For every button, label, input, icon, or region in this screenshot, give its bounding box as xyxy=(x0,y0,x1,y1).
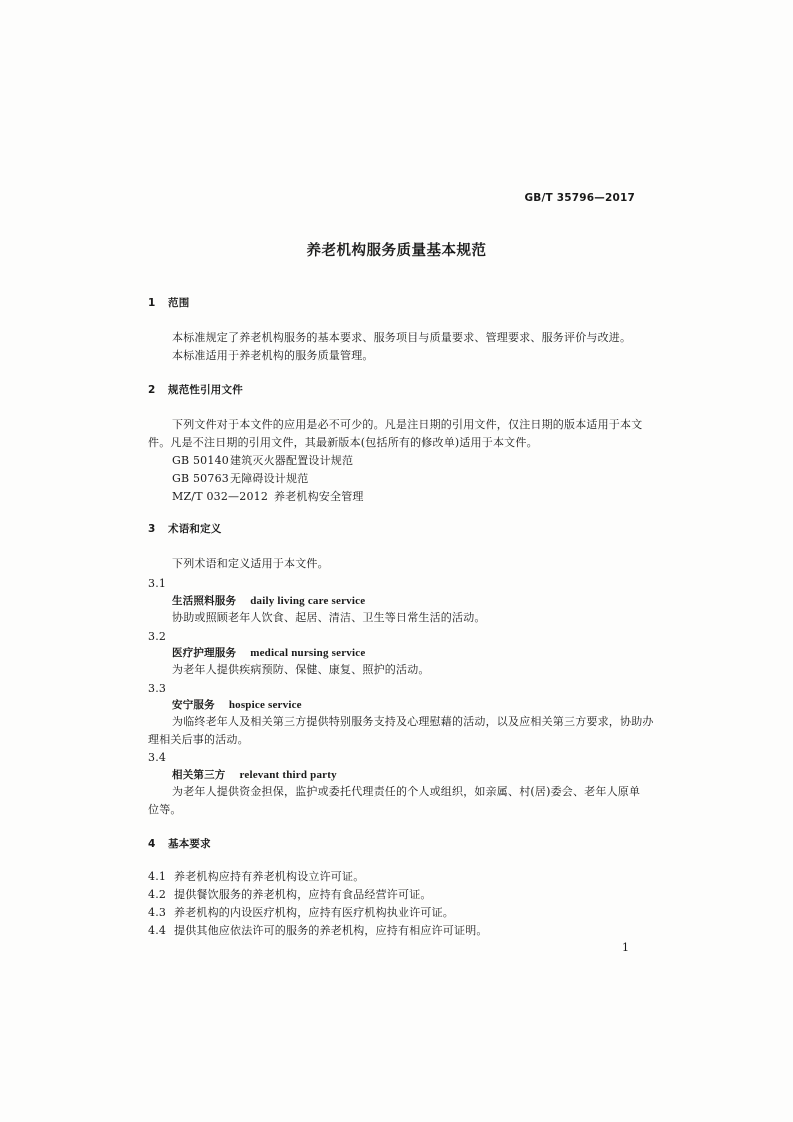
section-heading-1: 1 范围 xyxy=(148,297,190,309)
reference-item: MZ/T 032—2012 养老机构安全管理 xyxy=(172,490,364,503)
document-title: 养老机构服务质量基本规范 xyxy=(306,243,487,259)
term-number: 3.4 xyxy=(148,751,167,764)
term-number: 3.3 xyxy=(148,682,167,695)
term-number: 3.2 xyxy=(148,630,167,643)
term-definition: 为老年人提供疾病预防、保健、康复、照护的活动。 xyxy=(172,663,430,676)
term-definition: 协助或照顾老年人饮食、起居、清洁、卫生等日常生活的活动。 xyxy=(172,611,486,624)
term-heading: 医疗护理服务 medical nursing service xyxy=(172,647,366,659)
section-2-paragraph-line-1: 下列文件对于本文件的应用是必不可少的。凡是注日期的引用文件，仅注日期的版本适用于本文 xyxy=(172,418,643,431)
list-item: 4.3 养老机构的内设医疗机构，应持有医疗机构执业许可证。 xyxy=(148,906,454,919)
section-2-paragraph-line-2: 件。凡是不注日期的引用文件，其最新版本(包括所有的修改单)适用于本文件。 xyxy=(148,436,538,449)
section-heading-2: 2 规范性引用文件 xyxy=(148,384,243,396)
term-definition-line-2: 位等。 xyxy=(148,803,182,816)
section-1-paragraph-2: 本标准适用于养老机构的服务质量管理。 xyxy=(172,349,374,362)
term-definition-line-2: 理相关后事的活动。 xyxy=(148,733,249,746)
term-definition-line-1: 为临终老年人及相关第三方提供特别服务支持及心理慰藉的活动，以及应相关第三方要求，协助办 xyxy=(172,715,654,728)
standard-code: GB/T 35796—2017 xyxy=(524,192,635,204)
reference-item: GB 50140建筑灭火器配置设计规范 xyxy=(172,454,354,467)
list-item: 4.4 提供其他应依法许可的服务的养老机构，应持有相应许可证明。 xyxy=(148,924,488,937)
term-definition-line-1: 为老年人提供资金担保，监护或委托代理责任的个人或组织，如亲属、村(居)委会、老年人原单 xyxy=(172,785,641,798)
section-1-paragraph-1: 本标准规定了养老机构服务的基本要求、服务项目与质量要求、管理要求、服务评价与改进。 xyxy=(172,331,632,344)
section-heading-3: 3 术语和定义 xyxy=(148,523,222,535)
term-number: 3.1 xyxy=(148,577,167,590)
section-3-intro: 下列术语和定义适用于本文件。 xyxy=(172,557,329,570)
list-item: 4.1 养老机构应持有养老机构设立许可证。 xyxy=(148,870,365,883)
term-heading: 生活照料服务 daily living care service xyxy=(172,595,366,607)
term-heading: 安宁服务 hospice service xyxy=(172,699,302,711)
reference-item: GB 50763无障碍设计规范 xyxy=(172,472,309,485)
page-number: 1 xyxy=(622,941,630,954)
term-heading: 相关第三方 relevant third party xyxy=(172,769,337,781)
list-item: 4.2 提供餐饮服务的养老机构，应持有食品经营许可证。 xyxy=(148,888,432,901)
section-heading-4: 4 基本要求 xyxy=(148,838,211,850)
